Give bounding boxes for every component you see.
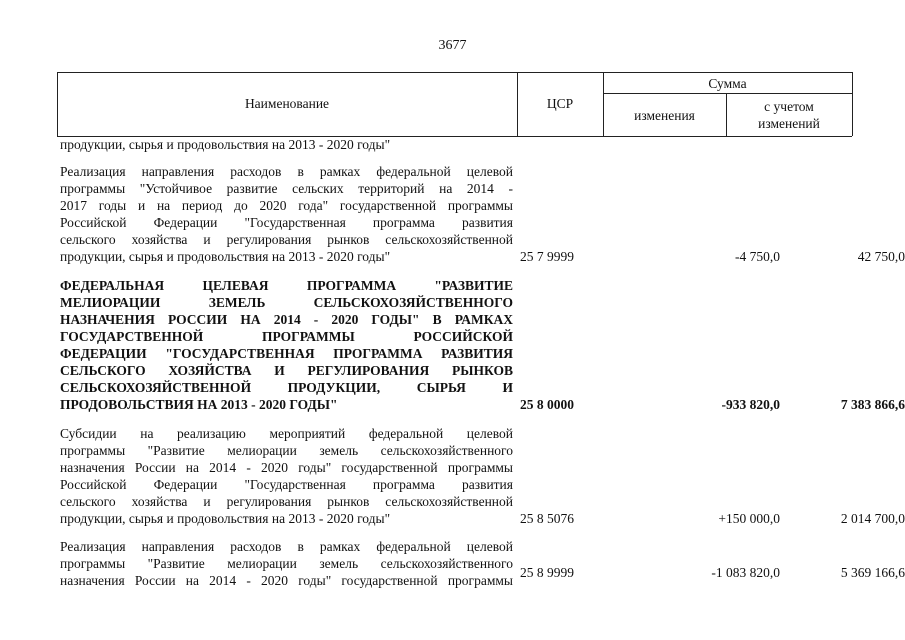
desc-line: сельского хозяйства и регулирования рынков сельскохозяйственной — [60, 232, 513, 247]
row-csr: 25 8 5076 — [520, 511, 574, 526]
desc-line: ФЕДЕРАЦИИ "ГОСУДАРСТВЕННАЯ ПРОГРАММА РАЗВИТИЯ — [60, 346, 513, 361]
with-changes-line1: с учетом — [764, 99, 814, 114]
with-changes-line2: изменений — [758, 116, 820, 131]
desc-line: продукции, сырья и продовольствия на 2013 - 2020 годы" — [60, 249, 391, 264]
row-description — [60, 425, 513, 527]
column-header-sum: Сумма — [708, 76, 747, 91]
desc-line: продукции, сырья и продовольствия на 2013 - 2020 годы" — [60, 511, 391, 526]
column-header-csr: ЦСР — [546, 96, 574, 111]
desc-line: ФЕДЕРАЛЬНАЯ ЦЕЛЕВАЯ ПРОГРАММА "РАЗВИТИЕ — [60, 278, 513, 293]
sum-divider — [603, 93, 852, 94]
desc-line: СЕЛЬСКОХОЗЯЙСТВЕННОЙ ПРОДУКЦИИ, СЫРЬЯ И — [60, 380, 513, 395]
desc-line: СЕЛЬСКОГО ХОЗЯЙСТВА И РЕГУЛИРОВАНИЯ РЫНКОВ — [60, 363, 513, 378]
desc-line: МЕЛИОРАЦИИ ЗЕМЕЛЬ СЕЛЬСКОХОЗЯЙСТВЕННОГО — [60, 295, 513, 310]
row-description — [60, 163, 513, 265]
row-description — [60, 538, 513, 589]
desc-line: ГОСУДАРСТВЕННОЙ ПРОГРАММЫ РОССИЙСКОЙ — [60, 329, 513, 344]
row-total: 2 014 700,0 — [840, 511, 905, 526]
header-right-border — [852, 72, 853, 136]
row-change: -933 820,0 — [721, 397, 780, 412]
desc-line: сельского хозяйства и регулирования рынков сельскохозяйственной — [60, 494, 513, 509]
row-total: 7 383 866,6 — [840, 397, 905, 412]
row-change: +150 000,0 — [718, 511, 780, 526]
header-top-border — [57, 72, 852, 73]
desc-line: Субсидии на реализацию мероприятий федеральной целевой — [60, 426, 513, 441]
desc-line: программы "Развитие мелиорации земель сельскохозяйственного — [60, 556, 513, 571]
desc-line: назначения России на 2014 - 2020 годы" государственной программы — [60, 573, 513, 588]
row-total: 5 369 166,6 — [840, 565, 905, 580]
row-total: 42 750,0 — [857, 249, 905, 264]
page-number: 3677 — [438, 38, 467, 53]
row-csr: 25 8 0000 — [520, 397, 574, 412]
desc-line: Российской Федерации "Государственная программа развития — [60, 477, 513, 492]
row-csr: 25 7 9999 — [520, 249, 574, 264]
row-change: -1 083 820,0 — [711, 565, 780, 580]
desc-line: Реализация направления расходов в рамках федеральной целевой — [60, 164, 513, 179]
desc-line: Российской Федерации "Государственная программа развития — [60, 215, 513, 230]
desc-line: Реализация направления расходов в рамках федеральной целевой — [60, 539, 513, 554]
row-description — [60, 277, 513, 413]
desc-line: НАЗНАЧЕНИЯ РОССИИ НА 2014 - 2020 ГОДЫ" В РАМКАХ — [60, 312, 513, 327]
row-csr: 25 8 9999 — [520, 565, 574, 580]
row-change: -4 750,0 — [735, 249, 780, 264]
continuation-text: продукции, сырья и продовольствия на 2013 - 2020 годы" — [60, 137, 391, 152]
column-header-with-changes — [726, 98, 852, 132]
column-header-changes: изменения — [634, 108, 695, 123]
column-header-name: Наименование — [244, 96, 330, 111]
desc-line: программы "Устойчивое развитие сельских территорий на 2014 - — [60, 181, 513, 196]
desc-line: программы "Развитие мелиорации земель сельскохозяйственного — [60, 443, 513, 458]
desc-line: 2017 годы и на период до 2020 года" государственной программы — [60, 198, 513, 213]
desc-line: ПРОДОВОЛЬСТВИЯ НА 2013 - 2020 ГОДЫ" — [60, 397, 338, 412]
desc-line: назначения России на 2014 - 2020 годы" государственной программы — [60, 460, 513, 475]
